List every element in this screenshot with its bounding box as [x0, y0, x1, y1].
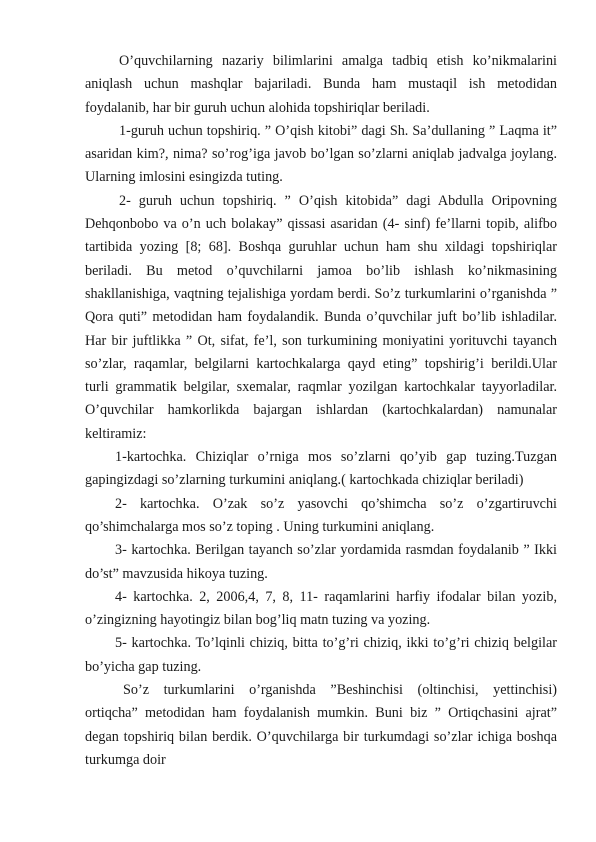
paragraph-card-4: 4- kartochka. 2, 2006,4, 7, 8, 11- raqamlarini harfiy ifodalar bilan yozib, o’zingizning hayotingiz bilan bog’liq matn tuzing va yozing.: [85, 588, 557, 629]
paragraph-method: So’z turkumlarini o’rganishda ”Beshinchisi (oltinchisi, yettinchisi) ortiqcha” metodidan ham foydalanish mumkin. Buni biz ” Ortiqchasini ajrat” degan topshiriq bilan berdik. O’quvchilarga bir turkumdagi so’zlar ichiga boshqa turkumga doir: [85, 682, 557, 768]
paragraph-card-1: 1-kartochka. Chiziqlar o’rniga mos so’zlarni qo’yib gap tuzing.Tuzgan gapingizdagi so’zlarning turkumini aniqlang.( kartochkada chiziqlar beriladi): [85, 449, 557, 489]
paragraph-group2-task: 2- guruh uchun topshiriq. ” O’qish kitobida” dagi Abdulla Oripovning Dehqonbobo va o’n uch bolakay” qissasi asaridan (4- sinf) fe’llarni topib, alifbo tartibida yozing [8; 68]. Boshqa guruhlar uchun ham shu xildagi topshiriqlar beriladi. Bu metod o’quvchilarni jamoa bo’lib ishlash ko’nikmasining shakllanishiga, vaqtning tejalishiga yordam berdi. So’z turkumlarini o’rganishda ” Qora quti” metodidan ham foydalandik. Bunda o’quvchilar juft bo’lib ishladilar. Har bir juftlikka ” Ot, sifat, fe’l, son turkumining moniyatini yorituvchi tayanch so’zlar, raqamlar, belgilarni kartochkalarga qayd eting” topshirig’i berildi.Ular turli grammatik belgilar, sxemalar, raqmlar yozilgan kartochkalar tayyorladilar. O’quvchilar hamkorlikda bajargan ishlardan (kartochkalardan) namunalar keltiramiz:: [85, 192, 557, 442]
paragraph-card-3: 3- kartochka. Berilgan tayanch so’zlar yordamida rasmdan foydalanib ” Ikki do’st” mavzusida hikoya tuzing.: [85, 542, 557, 582]
paragraph-card-2: 2- kartochka. O’zak so’z yasovchi qo’shimcha so’z o’zgartiruvchi qo’shimchalarga mos so’z toping . Uning turkumini aniqlang.: [85, 495, 557, 535]
paragraph-intro: O’quvchilarning nazariy bilimlarini amalga tadbiq etish ko’nikmalarini aniqlash uchun mashqlar bajariladi. Bunda ham mustaqil ish metodidan foydalanib, har bir guruh uchun alohida topshiriqlar beriladi.: [85, 53, 557, 116]
document-page: [85, 50, 557, 772]
paragraph-card-5: 5- kartochka. To’lqinli chiziq, bitta to’g’ri chiziq, ikki to’g’ri chiziq belgilar bo’yicha gap tuzing.: [85, 635, 557, 675]
paragraph-group1-task: 1-guruh uchun topshiriq. ” O’qish kitobi” dagi Sh. Sa’dullaning ” Laqma it” asaridan kim?, nima? so’rog’iga javob bo’lgan so’zlarni aniqlab jadvalga joylang. Ularning imlosini esingizda tuting.: [85, 122, 557, 186]
